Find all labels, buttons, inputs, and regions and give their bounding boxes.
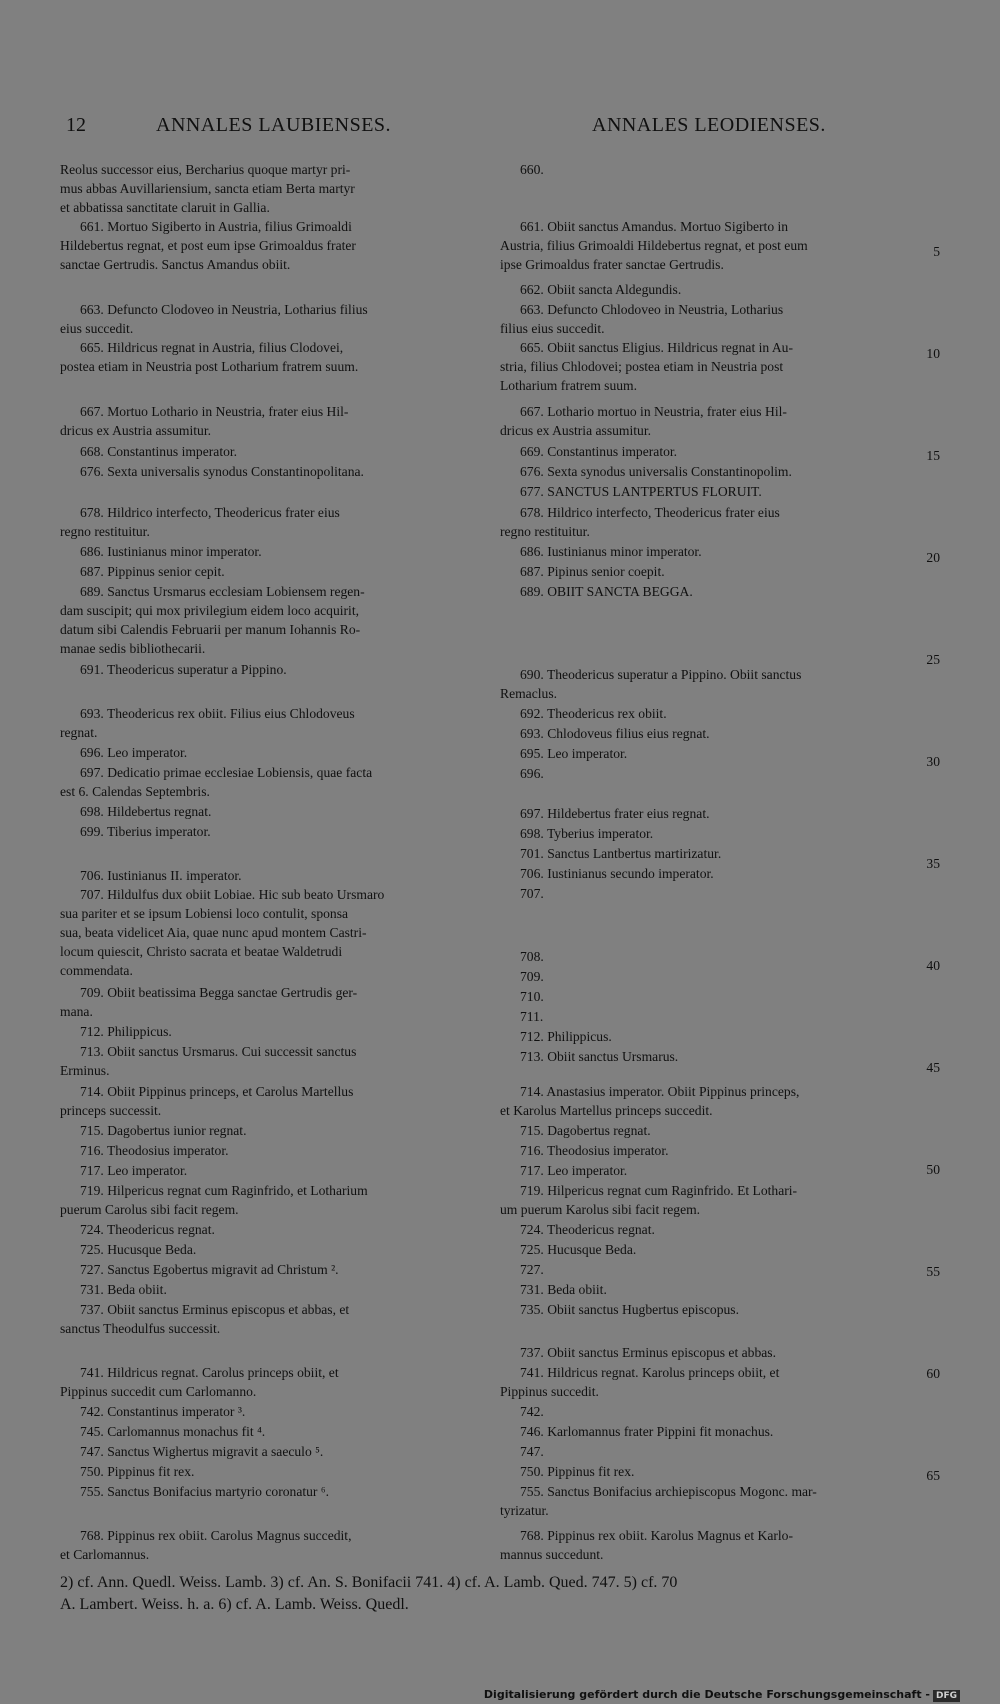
annal-line: 742. Constantinus imperator ³. bbox=[80, 1404, 246, 1419]
annal-line: postea etiam in Neustria post Lotharium fratrem suum. bbox=[60, 359, 359, 374]
margin-line-number: 50 bbox=[926, 1162, 940, 1177]
annal-line: 719. Hilpericus regnat cum Raginfrido. Et Lothari- bbox=[520, 1183, 798, 1198]
annal-line: 665. Hildricus regnat in Austria, filius Clodovei, bbox=[80, 340, 344, 355]
annal-line: 747. Sanctus Wighertus migravit a saeculo ⁵. bbox=[80, 1444, 324, 1459]
annal-line: 678. Hildrico interfecto, Theodericus frater eius bbox=[80, 505, 340, 520]
annal-line: Pippinus succedit. bbox=[500, 1384, 599, 1399]
annal-line: 689. OBIIT SANCTA BEGGA. bbox=[520, 584, 693, 599]
annal-line: 706. Iustinianus secundo imperator. bbox=[520, 866, 714, 881]
annal-line: 660. bbox=[520, 162, 544, 177]
annal-line: 714. Obiit Pippinus princeps, et Carolus Martellus bbox=[80, 1084, 354, 1099]
annal-line: mana. bbox=[60, 1004, 93, 1019]
annal-line: 707. Hildulfus dux obiit Lobiae. Hic sub beato Ursmaro bbox=[80, 887, 385, 902]
annal-line: 706. Iustinianus II. imperator. bbox=[80, 868, 242, 883]
annal-line: 741. Hildricus regnat. Carolus princeps obiit, et bbox=[80, 1365, 339, 1380]
annal-line: 687. Pipinus senior coepit. bbox=[520, 564, 665, 579]
footnote-line: A. Lambert. Weiss. h. a. 6) cf. A. Lamb. Weiss. Quedl. bbox=[60, 1596, 409, 1613]
annal-line: um puerum Karolus sibi facit regem. bbox=[500, 1202, 701, 1217]
annal-line: 676. Sexta synodus universalis Constantinopolim. bbox=[520, 464, 792, 479]
annal-line: regnat. bbox=[60, 725, 98, 740]
annal-line: Remaclus. bbox=[500, 686, 558, 701]
annal-line: 727. Sanctus Egobertus migravit ad Christum ². bbox=[80, 1262, 339, 1277]
annal-line: 696. Leo imperator. bbox=[80, 745, 188, 760]
annal-line: 768. Pippinus rex obiit. Carolus Magnus succedit, bbox=[80, 1528, 352, 1543]
annal-line: 676. Sexta universalis synodus Constantinopolitana. bbox=[80, 464, 364, 479]
annal-line: 668. Constantinus imperator. bbox=[80, 444, 238, 459]
annal-line: 665. Obiit sanctus Eligius. Hildricus regnat in Au- bbox=[520, 340, 793, 355]
annal-line: et Carlomannus. bbox=[60, 1547, 150, 1562]
annal-line: 713. Obiit sanctus Ursmarus. bbox=[520, 1049, 679, 1064]
page-number: 12 bbox=[66, 114, 86, 136]
annal-line: 686. Iustinianus minor imperator. bbox=[80, 544, 262, 559]
annal-line: 717. Leo imperator. bbox=[520, 1163, 628, 1178]
annal-line: 725. Hucusque Beda. bbox=[80, 1242, 197, 1257]
annal-line: 719. Hilpericus regnat cum Raginfrido, et Lotharium bbox=[80, 1183, 368, 1198]
annal-line: eius succedit. bbox=[60, 321, 134, 336]
annal-line: regno restituitur. bbox=[500, 524, 590, 539]
annal-line: 663. Defuncto Chlodoveo in Neustria, Lotharius bbox=[520, 302, 784, 317]
annal-line: 698. Hildebertus regnat. bbox=[80, 804, 212, 819]
margin-line-number: 30 bbox=[926, 754, 940, 769]
annal-line: 708. bbox=[520, 949, 544, 964]
annal-line: commendata. bbox=[60, 963, 133, 978]
annal-line: princeps successit. bbox=[60, 1103, 162, 1118]
dfg-logo: DFG bbox=[933, 1690, 960, 1702]
annal-line: 663. Defuncto Clodoveo in Neustria, Lotharius filius bbox=[80, 302, 368, 317]
annal-line: 661. Obiit sanctus Amandus. Mortuo Sigiberto in bbox=[520, 219, 789, 234]
annal-line: 678. Hildrico interfecto, Theodericus frater eius bbox=[520, 505, 780, 520]
annal-line: 709. Obiit beatissima Begga sanctae Gertrudis ger- bbox=[80, 985, 358, 1000]
annal-line: 727. bbox=[520, 1262, 544, 1277]
annal-line: 693. Chlodoveus filius eius regnat. bbox=[520, 726, 710, 741]
annal-line: 714. Anastasius imperator. Obiit Pippinus princeps, bbox=[520, 1084, 800, 1099]
annal-line: Reolus successor eius, Bercharius quoque martyr pri- bbox=[60, 162, 351, 177]
annal-line: 731. Beda obiit. bbox=[80, 1282, 167, 1297]
annal-line: regno restituitur. bbox=[60, 524, 150, 539]
annal-line: 693. Theodericus rex obiit. Filius eius Chlodoveus bbox=[80, 706, 355, 721]
annal-line: dam suscipit; qui mox privilegium eidem loco acquirit, bbox=[60, 603, 360, 618]
annal-line: 697. Hildebertus frater eius regnat. bbox=[520, 806, 710, 821]
annal-line: 715. Dagobertus regnat. bbox=[520, 1123, 651, 1138]
annal-line: dricus ex Austria assumitur. bbox=[60, 423, 212, 438]
annal-line: datum sibi Calendis Februarii per manum Iohannis Ro- bbox=[60, 622, 361, 637]
annal-line: 662. Obiit sancta Aldegundis. bbox=[520, 282, 682, 297]
annal-line: sua pariter et se ipsum Lobiensi loco contulit, sponsa bbox=[60, 906, 349, 921]
annal-line: 713. Obiit sanctus Ursmarus. Cui successit sanctus bbox=[80, 1044, 357, 1059]
annal-line: mus abbas Auvillariensium, sancta etiam Berta martyr bbox=[60, 181, 355, 196]
annal-line: 677. SANCTUS LANTPERTUS FLORUIT. bbox=[520, 484, 762, 499]
annal-line: 667. Mortuo Lothario in Neustria, frater eius Hil- bbox=[80, 404, 349, 419]
annal-line: 696. bbox=[520, 766, 544, 781]
annal-line: 724. Theodericus regnat. bbox=[520, 1222, 655, 1237]
annal-line: 725. Hucusque Beda. bbox=[520, 1242, 637, 1257]
annal-line: 690. Theodericus superatur a Pippino. Obiit sanctus bbox=[520, 667, 802, 682]
annal-line: 687. Pippinus senior cepit. bbox=[80, 564, 225, 579]
annal-line: 742. bbox=[520, 1404, 544, 1419]
annal-line: locum quiescit, Christo sacrata et beatae Waldetrudi bbox=[60, 944, 343, 959]
margin-line-number: 25 bbox=[926, 652, 940, 667]
annal-line: 747. bbox=[520, 1444, 544, 1459]
annal-line: stria, filius Chlodovei; postea etiam in Neustria post bbox=[500, 359, 784, 374]
annal-line: 709. bbox=[520, 969, 544, 984]
margin-line-number: 35 bbox=[926, 856, 940, 871]
margin-line-number: 5 bbox=[933, 244, 940, 259]
annal-line: tyrizatur. bbox=[500, 1503, 549, 1518]
annal-line: 755. Sanctus Bonifacius martyrio coronatur ⁶. bbox=[80, 1484, 329, 1499]
annal-line: Austria, filius Grimoaldi Hildebertus regnat, et post eum bbox=[500, 238, 808, 253]
annal-line: 661. Mortuo Sigiberto in Austria, filius Grimoaldi bbox=[80, 219, 352, 234]
annal-line: 731. Beda obiit. bbox=[520, 1282, 607, 1297]
annal-line: Erminus. bbox=[60, 1063, 110, 1078]
left-running-title: ANNALES LAUBIENSES. bbox=[156, 114, 392, 136]
margin-line-number: 40 bbox=[926, 958, 940, 973]
annal-line: ipse Grimoaldus frater sanctae Gertrudis. bbox=[500, 257, 724, 272]
annal-line: Pippinus succedit cum Carlomanno. bbox=[60, 1384, 257, 1399]
digitization-credit bbox=[484, 1688, 960, 1702]
annal-line: filius eius succedit. bbox=[500, 321, 605, 336]
annal-line: 737. Obiit sanctus Erminus episcopus et abbas. bbox=[520, 1345, 776, 1360]
annal-line: 691. Theodericus superatur a Pippino. bbox=[80, 662, 287, 677]
annal-line: 667. Lothario mortuo in Neustria, frater eius Hil- bbox=[520, 404, 787, 419]
annal-line: 692. Theodericus rex obiit. bbox=[520, 706, 667, 721]
annal-line: dricus ex Austria assumitur. bbox=[500, 423, 652, 438]
annal-line: sanctus Theodulfus successit. bbox=[60, 1321, 221, 1336]
annal-line: 716. Theodosius imperator. bbox=[520, 1143, 669, 1158]
annal-line: 746. Karlomannus frater Pippini fit monachus. bbox=[520, 1424, 774, 1439]
annal-line: 712. Philippicus. bbox=[520, 1029, 612, 1044]
annal-line: 768. Pippinus rex obiit. Karolus Magnus et Karlo- bbox=[520, 1528, 793, 1543]
margin-line-number: 60 bbox=[926, 1366, 940, 1381]
annal-line: 707. bbox=[520, 886, 544, 901]
annal-line: 717. Leo imperator. bbox=[80, 1163, 188, 1178]
annal-line: manae sedis bibliothecarii. bbox=[60, 641, 206, 656]
annal-line: est 6. Calendas Septembris. bbox=[60, 784, 210, 799]
annal-line: 699. Tiberius imperator. bbox=[80, 824, 211, 839]
credit-text: Digitalisierung gefördert durch die Deutsche Forschungsgemeinschaft - bbox=[483, 1688, 930, 1701]
annal-line: sua, beata videlicet Aia, quae nunc apud montem Castri- bbox=[60, 925, 367, 940]
annal-line: 710. bbox=[520, 989, 544, 1004]
margin-line-number: 65 bbox=[926, 1468, 940, 1483]
annal-line: 697. Dedicatio primae ecclesiae Lobiensis, quae facta bbox=[80, 765, 373, 780]
annal-line: 735. Obiit sanctus Hugbertus episcopus. bbox=[520, 1302, 739, 1317]
footnotes bbox=[60, 1572, 940, 1616]
annal-line: 745. Carlomannus monachus fit ⁴. bbox=[80, 1424, 266, 1439]
annal-line: 724. Theodericus regnat. bbox=[80, 1222, 215, 1237]
margin-line-number: 55 bbox=[926, 1264, 940, 1279]
annal-line: Hildebertus regnat, et post eum ipse Grimoaldus frater bbox=[60, 238, 356, 253]
annal-line: 715. Dagobertus iunior regnat. bbox=[80, 1123, 247, 1138]
annal-line: 750. Pippinus fit rex. bbox=[520, 1464, 635, 1479]
margin-line-number: 10 bbox=[926, 346, 940, 361]
annal-line: 741. Hildricus regnat. Karolus princeps obiit, et bbox=[520, 1365, 780, 1380]
annal-line: 698. Tyberius imperator. bbox=[520, 826, 654, 841]
annal-line: mannus succedunt. bbox=[500, 1547, 604, 1562]
annal-line: puerum Carolus sibi facit regem. bbox=[60, 1202, 239, 1217]
annal-line: 701. Sanctus Lantbertus martirizatur. bbox=[520, 846, 722, 861]
annal-line: sanctae Gertrudis. Sanctus Amandus obiit. bbox=[60, 257, 291, 272]
annal-line: Lotharium fratrem suum. bbox=[500, 378, 638, 393]
annal-line: 750. Pippinus fit rex. bbox=[80, 1464, 195, 1479]
right-running-title: ANNALES LEODIENSES. bbox=[592, 114, 826, 136]
annal-line: 716. Theodosius imperator. bbox=[80, 1143, 229, 1158]
annal-line: et abbatissa sanctitate claruit in Gallia. bbox=[60, 200, 270, 215]
annal-line: 737. Obiit sanctus Erminus episcopus et abbas, et bbox=[80, 1302, 350, 1317]
annal-line: 711. bbox=[520, 1009, 544, 1024]
annal-line: 689. Sanctus Ursmarus ecclesiam Lobiensem regen- bbox=[80, 584, 365, 599]
annal-line: 755. Sanctus Bonifacius archiepiscopus Mogonc. mar- bbox=[520, 1484, 817, 1499]
annal-line: 686. Iustinianus minor imperator. bbox=[520, 544, 702, 559]
margin-line-number: 15 bbox=[926, 448, 940, 463]
annal-line: 712. Philippicus. bbox=[80, 1024, 172, 1039]
annal-line: et Karolus Martellus princeps succedit. bbox=[500, 1103, 713, 1118]
footnote-line: 2) cf. Ann. Quedl. Weiss. Lamb. 3) cf. An. S. Bonifacii 741. 4) cf. A. Lamb. Qued. 747. 5) cf. 70 bbox=[60, 1574, 678, 1591]
margin-line-number: 20 bbox=[926, 550, 940, 565]
annal-line: 669. Constantinus imperator. bbox=[520, 444, 678, 459]
margin-line-number: 45 bbox=[926, 1060, 940, 1075]
annal-line: 695. Leo imperator. bbox=[520, 746, 628, 761]
